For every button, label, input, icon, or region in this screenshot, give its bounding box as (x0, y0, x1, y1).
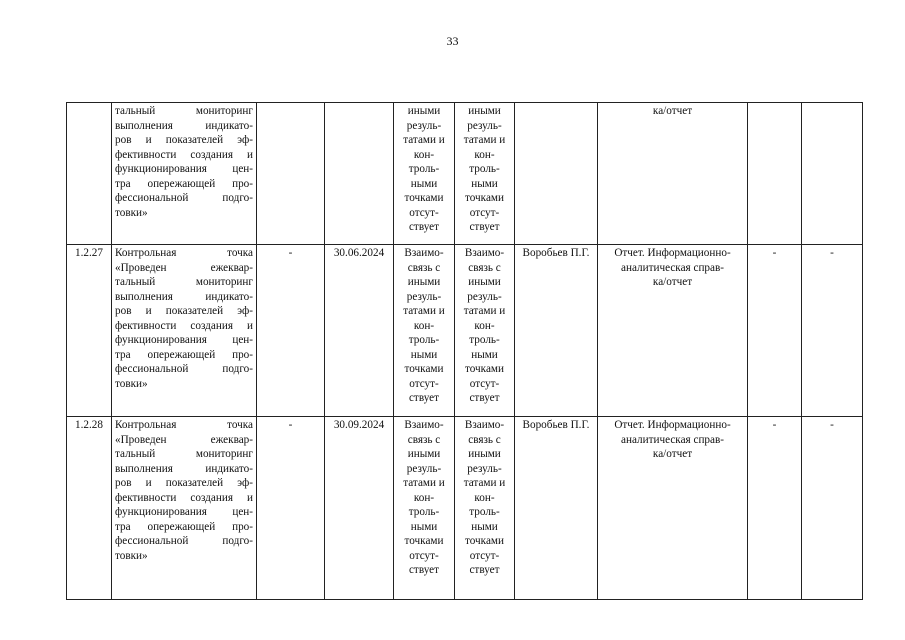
text-line: отсут- (469, 377, 500, 390)
name-line: «Проведен ежеквар- (115, 261, 253, 274)
text-line: кон- (474, 491, 495, 504)
text-line: троль- (408, 163, 440, 175)
text-line: резуль- (467, 119, 502, 132)
name-line: фективности создания и (115, 148, 253, 161)
text-line: аналитическая справ- (621, 433, 724, 446)
previous-event (257, 103, 325, 245)
event-name (112, 245, 257, 417)
text-line: иными (468, 448, 501, 460)
name-line: Контрольная точка (115, 247, 253, 259)
text-line: ными (410, 348, 438, 361)
text-line: татами и (403, 305, 445, 317)
text-line: татами и (463, 305, 506, 317)
text-line: троль- (469, 163, 500, 175)
text-line: Взаимо- (404, 419, 444, 431)
text-line: точками (465, 535, 504, 547)
text-line: резуль- (406, 290, 442, 303)
link-column-b (455, 103, 515, 245)
text-line: иными (468, 105, 501, 117)
text-line: татами и (403, 134, 445, 146)
text-line: иными (407, 276, 441, 288)
previous-event: - (257, 245, 325, 417)
text-line: аналитическая справ- (621, 261, 724, 274)
text-line: связь с (468, 261, 501, 274)
text-line: троль- (408, 506, 440, 518)
text-line: ствует (408, 392, 440, 404)
text-line: точками (465, 363, 504, 375)
event-name (112, 103, 257, 245)
text-line: резуль- (406, 119, 442, 132)
result-document (598, 245, 748, 417)
text-line: резуль- (406, 462, 442, 475)
row-number: 1.2.28 (67, 417, 112, 600)
name-line: выполнения индикато- (115, 462, 253, 475)
text-line: ствует (469, 392, 500, 404)
name-line: выполнения индикато- (115, 119, 253, 132)
row-number (67, 103, 112, 245)
text-line: ными (410, 177, 438, 190)
text-line: кон- (474, 148, 495, 161)
text-line: кон- (474, 319, 495, 332)
name-line: выполнения индикато- (115, 290, 253, 303)
name-line: функционирования цен- (115, 506, 253, 518)
text-line: связь с (468, 433, 501, 446)
result-document (598, 103, 748, 245)
text-line: татами и (463, 134, 506, 146)
name-line: фективности создания и (115, 319, 253, 332)
text-line: отсут- (469, 549, 500, 562)
text-line: ствует (408, 221, 440, 233)
text-line: ка/отчет (652, 276, 693, 288)
name-line: товки» (115, 549, 148, 562)
extra-column-1: - (748, 417, 802, 600)
text-line: ствует (469, 564, 500, 576)
previous-event: - (257, 417, 325, 600)
text-line: связь с (407, 433, 441, 446)
text-line: троль- (408, 334, 440, 346)
name-line: фессиональной подго- (115, 192, 253, 204)
text-line: ными (471, 348, 498, 361)
text-line: Взаимо- (464, 419, 505, 431)
name-line: ров и показателей эф- (115, 305, 253, 317)
deadline-date: 30.06.2024 (325, 245, 394, 417)
extra-column-2: - (802, 245, 863, 417)
name-line: тра опережающей про- (115, 177, 253, 190)
link-column-a (394, 417, 455, 600)
responsible-person: Воробьев П.Г. (515, 417, 598, 600)
row-number: 1.2.27 (67, 245, 112, 417)
page-number: 33 (446, 34, 459, 48)
deadline-date (325, 103, 394, 245)
text-line: ными (471, 177, 498, 190)
extra-column-1 (748, 103, 802, 245)
name-line: товки» (115, 377, 148, 390)
text-line: кон- (413, 319, 435, 332)
name-line: ров и показателей эф- (115, 134, 253, 146)
name-line: ров и показателей эф- (115, 477, 253, 489)
name-line: тальный мониторинг (115, 105, 253, 117)
text-line: Взаимо- (464, 247, 505, 259)
text-line: татами и (403, 477, 445, 489)
table-row-continuation (67, 103, 863, 245)
event-name (112, 417, 257, 600)
text-line: точками (404, 535, 444, 547)
link-column-b (455, 245, 515, 417)
link-column-b (455, 417, 515, 600)
text-line: связь с (407, 261, 441, 274)
name-line: фективности создания и (115, 491, 253, 504)
table-row (67, 245, 863, 417)
name-line: тальный мониторинг (115, 448, 253, 460)
text-line: иными (407, 448, 441, 460)
text-line: ствует (408, 564, 440, 576)
text-line: иными (468, 276, 501, 288)
text-line: точками (465, 192, 504, 204)
text-line: Отчет. Информационно- (614, 247, 731, 259)
name-line: тра опережающей про- (115, 520, 253, 533)
text-line: точками (404, 192, 444, 204)
result-document (598, 417, 748, 600)
deadline-date: 30.09.2024 (325, 417, 394, 600)
text-line: Взаимо- (404, 247, 444, 259)
schedule-table (66, 102, 863, 600)
name-line: товки» (115, 206, 148, 219)
name-line: «Проведен ежеквар- (115, 433, 253, 446)
text-line: ными (410, 520, 438, 533)
text-line: кон- (413, 148, 435, 161)
text-line: точками (404, 363, 444, 375)
text-line: резуль- (467, 290, 502, 303)
name-line: фессиональной подго- (115, 535, 253, 547)
extra-column-2 (802, 103, 863, 245)
text-line: отсут- (409, 549, 439, 562)
text-line: отсут- (409, 377, 439, 390)
text-line: резуль- (467, 462, 502, 475)
text-line: татами и (463, 477, 506, 489)
link-column-a (394, 245, 455, 417)
extra-column-2: - (802, 417, 863, 600)
text-line: ствует (469, 221, 500, 233)
name-line: тальный мониторинг (115, 276, 253, 288)
text-line: ка/отчет (652, 448, 693, 460)
text-line: троль- (469, 334, 500, 346)
name-line: функционирования цен- (115, 163, 253, 175)
text-line: ка/отчет (652, 105, 693, 117)
responsible-person: Воробьев П.Г. (515, 245, 598, 417)
name-line: тра опережающей про- (115, 348, 253, 361)
extra-column-1: - (748, 245, 802, 417)
text-line: ными (471, 520, 498, 533)
text-line: отсут- (409, 206, 439, 219)
text-line: троль- (469, 506, 500, 518)
name-line: Контрольная точка (115, 419, 253, 431)
text-line: кон- (413, 491, 435, 504)
link-column-a (394, 103, 455, 245)
text-line: Отчет. Информационно- (614, 419, 731, 431)
responsible-person (515, 103, 598, 245)
name-line: фессиональной подго- (115, 363, 253, 375)
name-line: функционирования цен- (115, 334, 253, 346)
text-line: иными (407, 105, 441, 117)
text-line: отсут- (469, 206, 500, 219)
table-row (67, 417, 863, 600)
